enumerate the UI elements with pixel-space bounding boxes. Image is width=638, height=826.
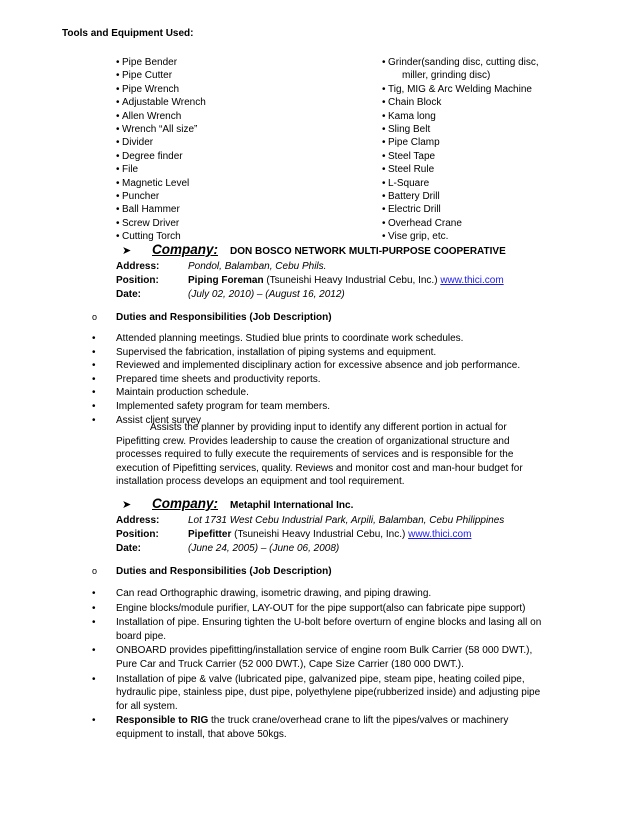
bullet-icon: • — [92, 360, 96, 372]
duty-item — [92, 616, 576, 643]
job2-duties-list — [92, 587, 576, 742]
tool-item — [382, 177, 539, 190]
tool-item — [382, 110, 539, 123]
duty-text: Supervised the fabrication, installation of piping systems and equipment. — [116, 346, 437, 358]
duty-item — [92, 386, 576, 400]
tool-item — [382, 136, 539, 149]
tool-label: Grinder(sanding disc, cutting disc, — [388, 57, 539, 68]
tool-label: Wrench “All size” — [122, 124, 198, 136]
tool-label: Overhead Crane — [388, 217, 462, 229]
duty-text — [116, 714, 576, 728]
tool-item — [116, 123, 206, 136]
tool-label: Battery Drill — [388, 191, 440, 203]
bullet-icon: • — [92, 602, 96, 614]
paragraph-line: execution of Pipefitting services, quality. Reviews and monitor cost and man-hour budget for — [116, 462, 523, 474]
tools-left-list — [116, 56, 206, 244]
tool-item — [116, 110, 206, 123]
bullet-icon: • — [382, 164, 386, 176]
position-employer: (Tsuneishi Heavy Industrial Cebu, Inc.) — [234, 529, 406, 540]
paragraph-line: processes required to fully execute the requirements of services and is responsible for the — [116, 449, 514, 461]
job1-paragraph — [116, 421, 576, 489]
company-label: Company: — [152, 496, 219, 511]
tool-label: Sling Belt — [388, 124, 431, 136]
duty-item — [92, 673, 576, 714]
bullet-icon: • — [116, 110, 120, 122]
position-value — [188, 529, 471, 540]
tool-label: Vise grip, etc. — [388, 231, 449, 243]
bullet-icon: • — [382, 97, 386, 109]
tool-item — [116, 150, 206, 163]
duty-text: Assist client survey — [116, 414, 202, 426]
bullet-icon: • — [116, 83, 120, 95]
duty-text-continuation: board pipe. — [116, 630, 167, 642]
tool-label: Ball Hammer — [122, 204, 180, 216]
position-title: Piping Foreman — [188, 275, 264, 286]
tool-label: Magnetic Level — [122, 177, 190, 189]
company-link[interactable]: www.thici.com — [408, 529, 472, 540]
tool-item — [116, 56, 206, 69]
duty-item — [92, 373, 576, 387]
tool-item — [382, 163, 539, 176]
tool-label: Steel Rule — [388, 164, 435, 176]
bullet-icon: • — [382, 150, 386, 162]
tools-right-list — [382, 56, 539, 244]
duty-text: ONBOARD provides pipefitting/installation service of engine room Bulk Carrier (58 000 DWT.), — [116, 645, 533, 657]
tool-label: Pipe Bender — [122, 57, 178, 68]
tool-label: Tig, MIG & Arc Welding Machine — [388, 83, 532, 95]
paragraph-line: Pipefitting crew. Provides leadership to cause the creation of organizational structure and — [116, 435, 510, 447]
duty-text: Attended planning meetings. Studied blue prints to coordinate work schedules. — [116, 333, 464, 344]
duty-item — [92, 644, 576, 671]
tool-item — [116, 96, 206, 109]
bullet-icon: • — [116, 164, 120, 176]
bullet-icon: • — [92, 414, 96, 426]
duty-item — [92, 587, 576, 601]
duty-item — [92, 359, 576, 373]
tool-label: Pipe Cutter — [122, 70, 173, 82]
bullet-icon: • — [382, 110, 386, 122]
tool-item — [116, 177, 206, 190]
tool-item — [382, 150, 539, 163]
bullet-icon: • — [382, 217, 386, 229]
tools-heading: Tools and Equipment Used: — [62, 28, 194, 39]
duty-text: Reviewed and implemented disciplinary action for excessive absence and job performance. — [116, 360, 521, 372]
duty-text-continuation: hydraulic pipe, stainless pipe, dust pipe, polyethylene pipe(rubberized inside) and adjusting pipe — [116, 687, 541, 699]
bullet-icon: • — [382, 137, 386, 149]
duty-item — [92, 400, 576, 414]
bullet-icon: • — [116, 150, 120, 162]
company-label: Company: — [152, 242, 219, 257]
duty-rest-text: the truck crane/overhead crane to lift the pipes/valves or machinery — [211, 715, 509, 727]
tool-label: File — [122, 164, 139, 176]
tool-label: Screw Driver — [122, 217, 180, 229]
tool-item — [116, 163, 206, 176]
tool-label: Steel Tape — [388, 150, 436, 162]
tool-label: Pipe Clamp — [388, 137, 440, 149]
tool-label: Kama long — [388, 110, 436, 122]
paragraph-line: installation process develops an equipment and tool requirement. — [116, 476, 405, 488]
tool-item-continuation: miller, grinding disc) — [402, 70, 491, 82]
tool-item — [382, 203, 539, 216]
job1-duties-list — [92, 332, 576, 427]
tool-label: Puncher — [122, 191, 160, 203]
tool-item — [116, 69, 206, 82]
bullet-icon: • — [382, 204, 386, 216]
tool-label: Allen Wrench — [122, 110, 182, 122]
tool-item — [382, 123, 539, 136]
bullet-icon: • — [382, 83, 386, 95]
arrow-bullet-icon: ➤ — [122, 499, 132, 511]
duty-item — [92, 346, 576, 360]
date-value: (June 24, 2005) – (June 06, 2008) — [188, 543, 340, 554]
tool-label: L-Square — [388, 177, 430, 189]
bullet-icon: • — [116, 177, 120, 189]
tool-item — [382, 83, 539, 96]
tool-item — [382, 56, 539, 69]
tool-label: Divider — [122, 137, 154, 149]
bullet-icon: • — [92, 400, 96, 412]
bullet-icon: • — [116, 70, 120, 82]
bullet-icon: • — [116, 124, 120, 136]
duty-item — [92, 602, 576, 616]
circle-bullet-icon: o — [92, 566, 98, 576]
address-value: Lot 1731 West Cebu Industrial Park, Arpili, Balamban, Cebu Philippines — [188, 515, 505, 526]
tool-item — [382, 96, 539, 109]
position-label: Position: — [116, 275, 159, 286]
tool-label: Chain Block — [388, 97, 442, 109]
address-label: Address: — [116, 261, 160, 272]
duty-text: Installation of pipe & valve (lubricated pipe, galvanized pipe, steam pipe, heating coiled pipe, — [116, 673, 525, 685]
bullet-icon: • — [92, 617, 96, 629]
tool-item — [116, 217, 206, 230]
duty-text-continuation: Pure Car and Truck Carrier (52 000 DWT.), Cape Size Carrier (180 000 DWT.). — [116, 658, 464, 670]
bullet-icon: • — [116, 57, 120, 68]
bullet-icon: • — [116, 204, 120, 216]
tool-label: Adjustable Wrench — [122, 97, 206, 109]
duty-text: Maintain production schedule. — [116, 387, 249, 399]
duty-text-continuation: equipment to install, that above 50kgs. — [116, 728, 287, 740]
bullet-icon: • — [92, 387, 96, 399]
paragraph-line: Assists the planner by providing input to identify any different portion in actual for — [150, 422, 507, 433]
company-name: Metaphil International Inc. — [230, 500, 354, 511]
bullet-icon: • — [382, 231, 386, 243]
duty-text: Implemented safety program for team members. — [116, 400, 330, 412]
position-value — [188, 275, 504, 286]
bullet-icon: • — [116, 217, 120, 229]
date-value: (July 02, 2010) – (August 16, 2012) — [188, 289, 345, 300]
tool-label: Pipe Wrench — [122, 83, 180, 95]
tool-item — [382, 190, 539, 203]
duty-text: Engine blocks/module purifier, LAY-OUT for the pipe support(also can fabricate pipe support) — [116, 602, 526, 614]
bullet-icon: • — [382, 177, 386, 189]
bullet-icon: • — [92, 588, 96, 599]
bullet-icon: • — [92, 673, 96, 685]
position-employer: (Tsuneishi Heavy Industrial Cebu, Inc.) — [266, 275, 438, 286]
arrow-bullet-icon: ➤ — [122, 245, 132, 257]
tool-item — [116, 190, 206, 203]
duty-bold-text: Responsible to RIG — [116, 715, 209, 727]
date-label: Date: — [116, 289, 142, 300]
tool-label: Degree finder — [122, 150, 183, 162]
bullet-icon: • — [116, 97, 120, 109]
duty-text: Can read Orthographic drawing, isometric drawing, and piping drawing. — [116, 588, 432, 599]
date-label: Date: — [116, 543, 142, 554]
bullet-icon: • — [92, 645, 96, 657]
bullet-icon: • — [92, 333, 96, 344]
duties-heading-text: Duties and Responsibilities (Job Description) — [116, 312, 332, 323]
address-label: Address: — [116, 515, 160, 526]
job2-company-line — [122, 496, 353, 511]
tool-item — [116, 136, 206, 149]
duties-heading-text: Duties and Responsibilities (Job Description) — [116, 566, 332, 577]
circle-bullet-icon: o — [92, 312, 98, 322]
job1-duties-heading — [92, 312, 332, 323]
bullet-icon: • — [382, 191, 386, 203]
job1-company-line — [122, 242, 506, 257]
job2-duties-heading — [92, 566, 332, 577]
bullet-icon: • — [92, 346, 96, 358]
bullet-icon: • — [382, 124, 386, 136]
position-label: Position: — [116, 529, 159, 540]
tool-item — [116, 83, 206, 96]
duty-text-continuation: for all system. — [116, 700, 178, 712]
duty-item — [92, 714, 576, 741]
tool-label: Electric Drill — [388, 204, 441, 216]
tool-item — [382, 217, 539, 230]
duty-text: Prepared time sheets and productivity reports. — [116, 373, 321, 385]
bullet-icon: • — [92, 715, 96, 727]
company-name: DON BOSCO NETWORK MULTI-PURPOSE COOPERATIVE — [230, 246, 506, 257]
duty-item — [92, 332, 576, 346]
tool-item — [116, 203, 206, 216]
bullet-icon: • — [116, 191, 120, 203]
position-title: Pipefitter — [188, 529, 232, 540]
address-value: Pondol, Balamban, Cebu Phils. — [188, 261, 327, 272]
bullet-icon: • — [116, 137, 120, 149]
duty-text: Installation of pipe. Ensuring tighten the U-bolt before overturn of engine blocks and lasing all on — [116, 617, 542, 629]
bullet-icon: • — [92, 373, 96, 385]
bullet-icon: • — [116, 231, 120, 243]
company-link[interactable]: www.thici.com — [440, 275, 504, 286]
tool-label: Cutting Torch — [122, 231, 181, 243]
bullet-icon: • — [382, 57, 386, 68]
